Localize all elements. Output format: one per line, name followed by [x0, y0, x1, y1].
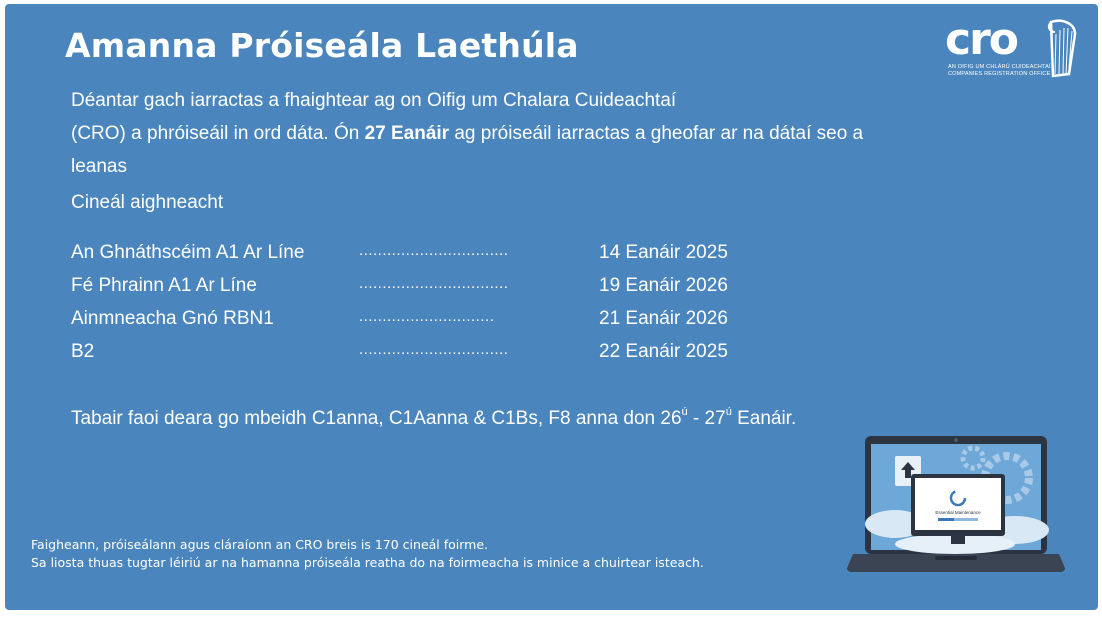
- intro-date-highlight: 27 Eanáir: [364, 123, 450, 144]
- intro-paragraph: [71, 84, 971, 183]
- submission-type-name: An Ghnáthscéim A1 Ar Líne: [71, 242, 305, 263]
- cro-logo: [945, 14, 1083, 82]
- logo-text: cro: [945, 14, 1018, 65]
- leader-dots: ................................: [359, 242, 509, 259]
- footer-text: [31, 536, 704, 572]
- logo-subtitle-irish: AN OIFIG UM CHLÁRÚ CUIDEACHTAÍ: [948, 64, 1051, 70]
- intro-line-1: Déantar gach iarractas a fhaightear ag on Oifig um Chalara Cuideachtaí: [71, 90, 677, 111]
- leader-dots: .............................: [359, 308, 495, 325]
- processing-date: 22 Eanáir 2025: [599, 341, 728, 362]
- info-card: [5, 4, 1098, 610]
- processing-date: 21 Eanáir 2026: [599, 308, 728, 329]
- harp-icon: [1045, 18, 1081, 78]
- intro-line-2: (CRO) a phróiseáil in ord dáta. Ón 27 Eanáir ag próiseáil iarractas a gheofar ar na dátaí seo a: [71, 123, 864, 144]
- list-item: [71, 242, 771, 275]
- note-text: Tabair faoi deara go mbeidh C1anna, C1Aanna & C1Bs, F8 anna don $26^ú - 27^ú$ Eanáir.: [71, 406, 797, 429]
- processing-date: 19 Eanáir 2026: [599, 275, 728, 296]
- footer-line-2: Sa liosta thuas tugtar léiriú ar na hamanna próiseála reatha do na foirmeacha is minice a chuirtear isteach.: [31, 555, 704, 570]
- submission-type-name: Ainmneacha Gnó RBN1: [71, 308, 274, 329]
- submission-type-name: Fé Phrainn A1 Ar Líne: [71, 275, 257, 296]
- leader-dots: ................................: [359, 275, 509, 292]
- page-title: Amanna Próiseála Laethúla: [65, 26, 579, 65]
- laptop-screen-label: Essential Maintenance: [935, 510, 981, 515]
- processing-dates-list: [71, 242, 771, 374]
- logo-subtitle-english: COMPANIES REGISTRATION OFFICE: [948, 71, 1051, 77]
- laptop-maintenance-illustration: [845, 434, 1067, 576]
- submission-type-heading: Cineál aighneacht: [71, 192, 224, 213]
- footer-line-1: Faigheann, próiseálann agus cláraíonn an CRO breis is 170 cineál foirme.: [31, 537, 489, 552]
- list-item: [71, 275, 771, 308]
- intro-line-3: leanas: [71, 156, 127, 177]
- submission-type-name: B2: [71, 341, 95, 362]
- list-item: [71, 308, 771, 341]
- list-item: [71, 341, 771, 374]
- processing-date: 14 Eanáir 2025: [599, 242, 728, 263]
- leader-dots: ................................: [359, 341, 509, 358]
